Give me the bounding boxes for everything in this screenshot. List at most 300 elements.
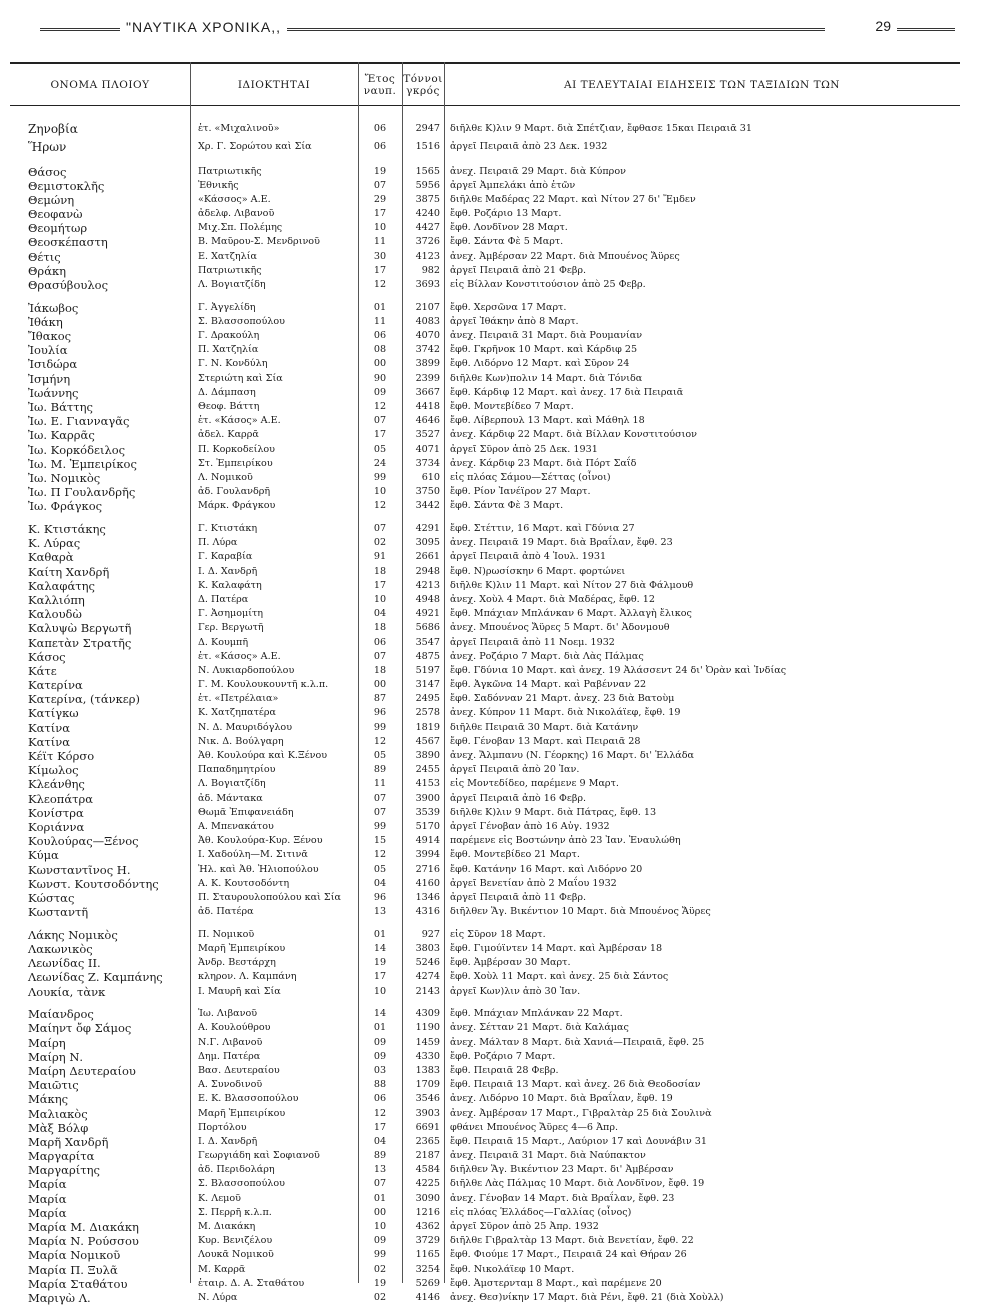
latest-news: ἀνεχ. Σέτταν 21 Μαρτ. διὰ Καλάμας [450,1022,629,1034]
gross-tons: 2107 [415,301,440,313]
gross-tons: 2947 [415,123,440,134]
ship-group [10,301,960,514]
table-row [10,1078,960,1092]
owner: Σ. Βλασσοπούλου [198,1178,285,1190]
owner: ἑτ. «Μιχαλινοῦ» [198,123,280,134]
table-row [10,956,960,970]
build-year: 87 [373,693,387,705]
ship-name: Μαρία [28,1205,67,1220]
table-row [10,650,960,664]
gross-tons: 3875 [415,193,440,205]
gross-tons: 3903 [415,1107,440,1119]
table-row [10,1007,960,1021]
gross-tons: 4316 [415,906,440,918]
build-year: 07 [373,792,387,804]
gross-tons: 1709 [415,1079,440,1091]
ship-name: Ἰσιδώρα [28,357,78,372]
header-ship-name: ΟΝΟΜΑ ΠΛΟΙΟΥ [50,79,150,91]
ship-name: Καπετὰν Στρατῆς [28,635,132,650]
build-year: 07 [373,650,387,662]
owner: Γεωργιάδη καὶ Σοφιανοῦ [198,1150,320,1162]
table-row [10,179,960,193]
ship-name: Μάκης [28,1092,69,1107]
ship-name: Καλυψὼ Βεργωτῆ [28,621,132,636]
ship-name: Κάτε [28,663,57,678]
head-rule-middle [265,28,825,31]
table-row [10,550,960,564]
table-row [10,278,960,292]
owner: Σ. Περρῆ κ.λ.π. [198,1206,272,1218]
latest-news: εἰς Βίλλαν Κονστιτούσιον ἀπὸ 25 Φεβρ. [450,279,646,290]
owner: Μαρῆ Ἐμπειρίκου [198,942,286,954]
ship-name: Ἰω. Π Γουλανδρῆς [28,485,136,500]
build-year: 13 [373,906,387,918]
gross-tons: 3899 [415,358,440,370]
page-number: 29 [869,18,897,34]
gross-tons: 5686 [415,622,440,634]
latest-news: ἔφθ. Ροζάριο 7 Μαρτ. [450,1050,556,1062]
gross-tons: 4123 [415,250,440,262]
ship-name: Ἰουλία [28,343,68,358]
owner: Μ. Καρρᾶ [198,1263,246,1275]
build-year: 12 [373,279,387,290]
latest-news: ἀνεχ. Ροζάριο 7 Μαρτ. διὰ Λὰς Πάλμας [450,650,644,662]
ship-name: Κωσταντῆ [28,905,89,920]
table-row [10,1177,960,1191]
ship-name: Καίτη Χανδρῆ [28,564,110,579]
build-year: 18 [373,622,387,634]
build-year: 11 [373,778,387,790]
ship-name: Θεομήτωρ [28,221,88,236]
gross-tons: 5269 [415,1277,440,1289]
latest-news: ἔφθ. Κάρδιφ 12 Μαρτ. καὶ ἀνεχ. 17 διὰ Πειραιᾶ [450,386,684,398]
gross-tons: 4914 [415,835,440,847]
owner: Ἰω. Λιβανοῦ [198,1008,258,1020]
table-row [10,221,960,235]
ship-name: Κατίγκω [28,706,79,721]
latest-news: ἀργεῖ Σῦρον ἀπὸ 25 Ἀπρ. 1932 [450,1221,599,1232]
owner: Γ. Ἀσημομίτη [198,608,264,620]
latest-news: ἀργεῖ Γένοβαν ἀπὸ 16 Αὐγ. 1932 [450,820,610,832]
build-year: 17 [373,208,387,220]
owner: Θεοφ. Βάττη [198,401,260,412]
owner: Μαρῆ Ἐμπειρίκου [198,1107,286,1119]
gross-tons: 2578 [415,707,440,719]
table-row [10,1248,960,1262]
owner: κληρον. Λ. Καμπάνη [198,971,297,983]
header-owners: ΙΔΙΟΚΤΗΤΑΙ [237,79,311,91]
gross-tons: 3900 [415,792,440,804]
gross-tons: 3667 [415,386,440,398]
latest-news: διῆλθε Κων)πολιν 14 Μαρτ. διὰ Τόνιδα [450,372,643,384]
build-year: 05 [373,443,387,455]
build-year: 00 [373,358,387,370]
owner: Δ. Δάμπαση [198,386,256,398]
latest-news: ἀνεχ. Πειραιᾶ 19 Μαρτ. διὰ Βραΐλαν, ἔφθ. 23 [450,537,673,549]
ship-name: Ἰω. Νομικὸς [28,470,101,485]
table-row [10,522,960,536]
owner: Ι. Χαδούλη—Μ. Σιτινᾶ [198,849,308,861]
table-row [10,806,960,820]
owner: Γ. Καραβία [198,551,253,563]
build-year: 18 [373,664,387,676]
ship-name: Ἰω. Βάττης [28,400,93,414]
gross-tons: 982 [421,264,440,276]
owner: Ε. Κ. Βλασσοπούλου [198,1093,299,1105]
build-year: 06 [373,636,387,648]
ship-name: Κλεοπάτρα [28,791,93,806]
build-year: 10 [373,222,387,234]
build-year: 09 [373,386,387,398]
gross-tons: 1165 [415,1249,440,1261]
gross-tons: 5170 [415,820,440,832]
table-row [10,1036,960,1050]
owner: Στεριώτη καὶ Σία [198,372,283,384]
ship-name: Μαργαρίτης [28,1163,100,1178]
table-row [10,607,960,621]
ship-name: Ἴθακος [28,329,72,344]
table-row [10,457,960,471]
ship-name: Κωνστ. Κουτσοδόντης [28,876,159,891]
build-year: 17 [373,1121,387,1133]
gross-tons: 3546 [415,1093,440,1105]
table-row [10,400,960,414]
gross-tons: 3095 [415,537,440,549]
latest-news: ἔφθ. Γδύνια 10 Μαρτ. καὶ ἀνεχ. 19 Ἀλάσσεντ 24 δι' Ὀρὰν καὶ Ἰνδίας [450,664,787,676]
owner: Ι. Δ. Χανδρῆ [198,565,258,577]
latest-news: διῆλθε Λὰς Πάλμας 10 Μαρτ. διὰ Λονδῖνον, ἔφθ. 19 [450,1178,705,1190]
gross-tons: 1516 [415,141,440,152]
build-year: 02 [373,1263,387,1275]
latest-news: ἔφθ. Σαδόνναν 21 Μαρτ. ἀνεχ. 23 διὰ Βατοὺμ [450,693,675,705]
table-row [10,499,960,513]
table-row [10,1121,960,1135]
build-year: 89 [373,1150,387,1162]
gross-tons: 1565 [415,165,440,177]
owner: Μάρκ. Φράγκου [198,500,276,512]
latest-news: διῆλθεν Ἅγ. Βικέντιον 10 Μαρτ. διὰ Μπουένος Ἄϋρες [450,906,711,918]
table-row [10,235,960,249]
ship-name: Κέϊτ Κόρσο [28,749,95,763]
running-head [40,18,955,42]
table-row [10,471,960,485]
gross-tons: 3547 [415,636,440,648]
gross-tons: 6691 [415,1121,440,1133]
gross-tons: 3803 [415,942,440,954]
gross-tons: 3527 [415,429,440,441]
owner: Ἀθ. Κουλούρα-Κυρ. Ξένου [198,835,323,847]
build-year: 17 [373,264,387,276]
ship-name: Μαρία Ν. Ρούσσου [28,1234,139,1249]
build-year: 06 [373,141,387,152]
owner: Στ. Ἐμπειρίκου [198,457,273,469]
gross-tons: 927 [421,928,440,940]
latest-news: ἀργεῖ Σῦρον ἀπὸ 25 Δεκ. 1931 [450,443,598,455]
owner: Π. Λύρα [198,537,238,549]
table-row [10,1021,960,1035]
build-year: 24 [373,457,387,469]
ship-name: Θέτις [28,249,61,264]
table-row [10,1206,960,1220]
ship-name: Θεμιστοκλῆς [28,178,105,193]
table-row [10,414,960,428]
build-year: 05 [373,863,387,875]
build-year: 09 [373,1036,387,1048]
ship-name: Καλαφάτης [28,578,95,593]
gross-tons: 3539 [415,806,440,818]
ship-name: Μαίρη Ν. [28,1049,84,1064]
owner: Κ. Καλαφάτη [198,579,262,591]
table-row [10,1163,960,1177]
ship-name: Μαρία Π. Ξυλᾶ [28,1262,118,1277]
latest-news: ἔφθ. Σάντα Φὲ 5 Μαρτ. [450,236,564,248]
latest-news: ἔφθ. Γιμούϊντεν 14 Μαρτ. καὶ Ἀμβέρσαν 18 [450,942,663,954]
gross-tons: 3090 [415,1192,440,1204]
header-gross-tons: Τόννοι γκρός [403,73,443,97]
latest-news: ἔφθ. Σάντα Φὲ 3 Μαρτ. [450,500,564,512]
gross-tons: 2365 [415,1135,440,1147]
build-year: 13 [373,1164,387,1176]
latest-news: ἔφθ. Ροζάριο 13 Μαρτ. [450,208,562,220]
latest-news: διῆλθε Πειραιᾶ 30 Μαρτ. διὰ Κατάνην [450,721,639,733]
owner: Π. Νομικοῦ [198,928,255,940]
table-row [10,386,960,400]
table-row [10,777,960,791]
latest-news: ἔφθ. Στέττιν, 16 Μαρτ. καὶ Γδύνια 27 [450,523,635,534]
ship-name: Θράκη [28,263,67,278]
owner: ἀδ. Περιδολάρη [198,1164,275,1176]
latest-news: ἔφθ. Λίβερπουλ 13 Μαρτ. καὶ Μάθηλ 18 [450,415,645,427]
latest-news: ἔφθ. Λονδῖνον 28 Μαρτ. [450,222,568,234]
latest-news: ἀνεχ. Πειραιᾶ 31 Μαρτ. διὰ Ναύπακτον [450,1150,646,1162]
build-year: 06 [373,1093,387,1105]
table-row [10,1107,960,1121]
build-year: 09 [373,1050,387,1062]
ship-name: Κ. Κτιστάκης [28,522,106,536]
build-year: 07 [373,806,387,818]
build-year: 17 [373,579,387,591]
ship-name: Ἰω. Καρρᾶς [28,428,95,443]
build-year: 96 [373,707,387,719]
owner: Γ. Μ. Κουλουκουντῆ κ.λ.π. [198,679,329,691]
ship-name: Κύμα [28,848,59,863]
ship-group [10,928,960,999]
owner: Κυρ. Βενιζέλου [198,1235,273,1247]
owner: Α. Κ. Κουτσοδόντη [198,877,290,889]
build-year: 00 [373,679,387,691]
owner: Μιχ.Σπ. Πολέμης [198,222,283,234]
gross-tons: 1459 [415,1036,440,1048]
owner: ἑτ. «Κάσος» Α.Ε. [198,415,281,427]
owner: Α. Μπενακάτου [198,820,274,832]
ship-name: Μαιῶτις [28,1078,79,1093]
gross-tons: 2143 [415,985,440,997]
ship-name: Μαίηντ ὄφ Σάμος [28,1021,132,1036]
latest-news: ἀνεχ. Γένοβαν 14 Μαρτ. διὰ Βραΐλαν, ἔφθ. 23 [450,1192,675,1204]
ship-name: Κάσος [28,649,66,664]
latest-news: ἔφθ. Χοὺλ 11 Μαρτ. καὶ ἀνεχ. 25 διὰ Σάντος [450,971,669,983]
ship-name: Κουλούρας—Ξένος [28,834,139,849]
table-row [10,735,960,749]
ship-name: Κ. Λύρας [28,536,81,551]
latest-news: ἔφθ. Γένοβαν 13 Μαρτ. καὶ Πειραιᾶ 28 [450,735,641,747]
latest-news: ἔφθ. Πειραιᾶ 28 Φεβρ. [450,1064,559,1076]
gross-tons: 5246 [415,957,440,969]
build-year: 00 [373,1206,387,1218]
ship-name: Ἰάκωβος [28,300,79,315]
table-row [10,834,960,848]
ship-name: Ἰθάκη [28,314,63,329]
latest-news: ἀνεχ. Θεσ)νίκην 17 Μαρτ. διὰ Ρένι, ἔφθ. 21 (διὰ Χοὺλλ) [450,1291,724,1303]
ship-name: Ἰωάννης [28,385,79,400]
latest-news: ἀνεχ. Ἀμβέρσαν 22 Μαρτ. διὰ Μπουένος Ἄϋρες [450,250,680,262]
gross-tons: 4427 [415,222,440,234]
gross-tons: 3890 [415,750,440,761]
owner: ἀδ. Πατέρα [198,906,254,918]
owner: Γ. Δρακούλη [198,330,260,342]
ship-name: Κίμωλος [28,763,79,778]
build-year: 14 [373,1008,387,1020]
owner: Α. Κουλούθρου [198,1022,271,1034]
gross-tons: 3147 [415,679,440,691]
owner: Λ. Νομικοῦ [198,471,253,483]
owner: Γ. Ἀγγελίδη [198,301,256,313]
ship-name: Ἰω. Ε. Γιανναγᾶς [28,414,130,429]
gross-tons: 4213 [415,579,440,591]
build-year: 99 [373,1249,387,1261]
table-row [10,301,960,315]
ship-name: Θρασύβουλος [28,278,109,292]
table-row [10,721,960,735]
ship-name: Μαρία Νομικοῦ [28,1248,121,1263]
table-row [10,678,960,692]
latest-news: ἀργεῖ Πειραιᾶ ἀπὸ 23 Δεκ. 1932 [450,141,608,152]
ship-name: Μαίρη Δευτεραίου [28,1063,136,1078]
table-row [10,891,960,905]
table-row [10,357,960,371]
table-row [10,593,960,607]
ship-name: Μαρῆ Χανδρῆ [28,1134,109,1149]
table-body [10,106,960,1305]
gross-tons: 4274 [415,971,440,983]
latest-news: ἔφθ. Ἀγκῶνα 14 Μαρτ. καὶ Ραβένναν 22 [450,679,647,691]
build-year: 19 [373,957,387,969]
owner: Βασ. Δευτεραίου [198,1064,280,1076]
build-year: 12 [373,500,387,512]
build-year: 14 [373,942,387,954]
ship-group [10,522,960,919]
gross-tons: 5956 [415,179,440,191]
ship-name: Μαρία Μ. Διακάκη [28,1220,139,1234]
latest-news: ἔφθ. Φιούμε 17 Μαρτ., Πειραιᾶ 24 καὶ Θήραν 26 [450,1249,687,1261]
gross-tons: 2495 [415,693,440,705]
gross-tons: 1216 [415,1206,440,1218]
latest-news: ἔφθ. Μπάχιαν Μπλάνκαν 22 Μαρτ. [450,1008,623,1020]
table-row [10,905,960,919]
build-year: 11 [373,236,387,248]
ship-name: Θεοφανὼ [28,207,83,222]
gross-tons: 3750 [415,486,440,498]
latest-news: διῆλθεν Ἅγ. Βικέντιον 23 Μαρτ. δι' Ἀμβέρσαν [450,1164,674,1176]
gross-tons: 4948 [415,593,440,605]
table-row [10,1291,960,1305]
owner: Γερ. Βεργωτῆ [198,622,264,634]
build-year: 29 [373,193,387,205]
latest-news: ἔφθ. Κατάνην 16 Μαρτ. καὶ Λιδόρνο 20 [450,863,643,875]
latest-news: ἀργεῖ Πειραιᾶ ἀπὸ 20 Ἰαν. [450,764,580,776]
gross-tons: 4225 [415,1178,440,1190]
owner: Κ. Λεμοῦ [198,1192,242,1204]
build-year: 90 [373,372,387,384]
table-row [10,1220,960,1234]
build-year: 12 [373,1107,387,1119]
latest-news: ἀνεχ. Κάρδιφ 22 Μαρτ. διὰ Βίλλαν Κονστιτούσιον [450,429,698,441]
build-year: 08 [373,344,387,356]
gross-tons: 4083 [415,315,440,327]
gross-tons: 3442 [415,500,440,512]
ship-name: Κατερίνα, (τάνκερ) [28,692,141,707]
latest-news: ἀνεχ. Πειραιᾶ 29 Μαρτ. διὰ Κύπρον [450,165,626,177]
ship-name: Λεωνίδας Ζ. Καμπάνης [28,970,163,985]
build-year: 07 [373,179,387,191]
build-year: 30 [373,250,387,262]
latest-news: ἀργεῖ Πειραιᾶ ἀπὸ 21 Φεβρ. [450,264,587,276]
table-row [10,579,960,593]
latest-news: διῆλθε Κ)λιν 11 Μαρτ. καὶ Νίτον 27 διὰ Φάλμουθ [450,579,694,591]
latest-news: παρέμενε εἰς Βοστώνην ἀπὸ 23 Ἰαν. Ἐναυλώθη [450,835,681,847]
table-row [10,820,960,834]
latest-news: ἔφθ. Χερσῶνα 17 Μαρτ. [450,301,567,313]
owner: ἑτ. «Πετρέλαια» [198,693,279,705]
latest-news: ἔφθ. Ἀμστερνταμ 8 Μαρτ., καὶ παρέμενε 20 [450,1277,662,1289]
latest-news: ἀνεχ. Ἄλμπανυ (Ν. Γέορκης) 16 Μαρτ. δι' Ἑλλάδα [450,750,695,761]
latest-news: ἔφθ. Νικολάϊεφ 10 Μαρτ. [450,1263,575,1275]
latest-news: ἔφθ. Μπάχιαν Μπλάνκαν 6 Μαρτ. Ἀλλαγὴ ἔλικος [450,608,692,620]
table-row [10,193,960,207]
table-row [10,970,960,984]
ship-name: Μαριγὼ Λ. [28,1290,91,1305]
table-row [10,763,960,777]
build-year: 19 [373,165,387,177]
owner: Ἀθ. Κουλούρα καὶ Κ.Ξένου [198,750,328,761]
latest-news: ἀνεχ. Κάρδιφ 23 Μαρτ. διὰ Πόρτ Σαΐδ [450,457,637,469]
latest-news: ἔφθ. Γκρῆνοκ 10 Μαρτ. καὶ Κάρδιφ 25 [450,344,638,356]
owner: Λουκᾶ Νομικοῦ [198,1249,274,1261]
build-year: 88 [373,1079,387,1091]
table-row [10,621,960,635]
latest-news: διῆλθε Κ)λιν 9 Μαρτ. διὰ Σπέτζιαν, ἔφθασε 15και Πειραιᾶ 31 [450,123,752,134]
owner: Π. Χατζηλία [198,344,259,356]
ship-name: Μαίανδρος [28,1007,94,1022]
owner: ἑτ. «Κάσος» Α.Ε. [198,650,281,662]
table-row [10,315,960,329]
ship-name: Κατίνα [28,720,70,735]
build-year: 89 [373,764,387,776]
owner: Ι. Δ. Χανδρῆ [198,1135,258,1147]
gross-tons: 1383 [415,1064,440,1076]
owner: Πορτόλου [198,1121,247,1133]
ship-name: Θάσος [28,164,67,179]
latest-news: εἰς πλόας Ἑλλάδος—Γαλλίας (οἶνος) [450,1206,632,1218]
gross-tons: 4418 [415,401,440,412]
table-row [10,877,960,891]
owner: ἀδελ. Καρρᾶ [198,429,259,441]
build-year: 17 [373,971,387,983]
owner: Νικ. Δ. Βούλγαρη [198,735,284,747]
ship-name: Καθαρὰ [28,550,74,565]
gross-tons: 3994 [415,849,440,861]
latest-news: ἀργεῖ Πειραιᾶ ἀπὸ 4 Ἰουλ. 1931 [450,551,607,563]
